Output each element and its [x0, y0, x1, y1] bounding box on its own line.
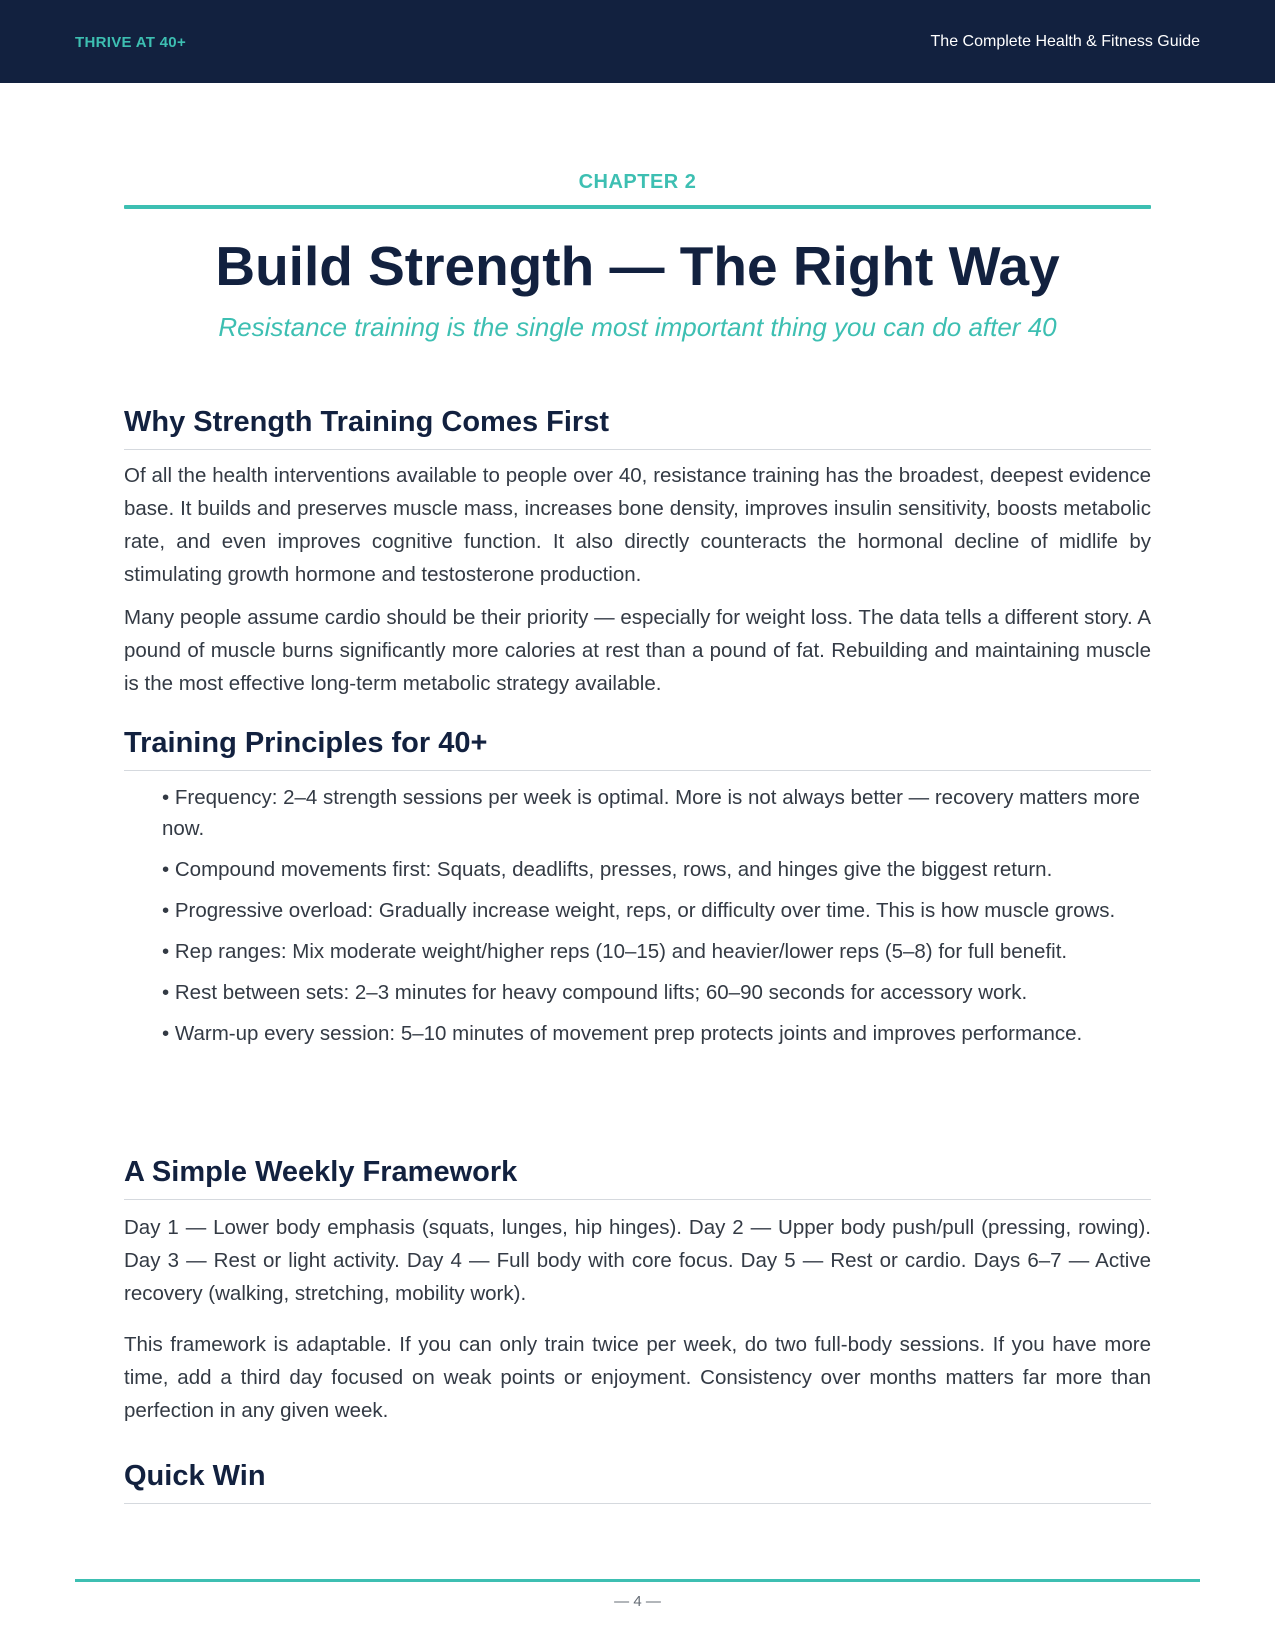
list-item: • Compound movements first: Squats, deadlifts, presses, rows, and hinges give the biggest return. [162, 854, 1151, 885]
brand-name: THRIVE AT 40+ [75, 34, 187, 51]
list-item: • Rest between sets: 2–3 minutes for heavy compound lifts; 60–90 seconds for accessory work. [162, 977, 1151, 1008]
principles-list [162, 782, 1151, 1059]
list-item: • Frequency: 2–4 strength sessions per week is optimal. More is not always better — recovery matters more now. [162, 782, 1151, 844]
section-heading-weekly-framework: A Simple Weekly Framework [124, 1154, 1151, 1200]
section-heading-training-principles: Training Principles for 40+ [124, 725, 1151, 771]
list-item: • Warm-up every session: 5–10 minutes of movement prep protects joints and improves performance. [162, 1018, 1151, 1049]
paragraph: Many people assume cardio should be their priority — especially for weight loss. The data tells a different story. A pound of muscle burns significantly more calories at rest than a pound of fat. Rebuilding and maintaining muscle is the most effective long-term metabolic strategy available. [124, 606, 1151, 695]
section-heading-quick-win: Quick Win [124, 1458, 1151, 1504]
list-item: • Progressive overload: Gradually increase weight, reps, or difficulty over time. This is how muscle grows. [162, 895, 1151, 926]
header-bar [0, 0, 1275, 83]
chapter-divider [124, 205, 1151, 209]
page-title: Build Strength — The Right Way [215, 235, 1060, 297]
paragraph: Of all the health interventions available to people over 40, resistance training has the broadest, deepest evidence base. It builds and preserves muscle mass, increases bone density, improves insulin sensitivity, boosts metabolic rate, and even improves cognitive function. It also directly counteracts the hormonal decline of midlife by stimulating growth hormone and testosterone production. [124, 464, 1151, 586]
paragraph: This framework is adaptable. If you can only train twice per week, do two full-body sessions. If you have more time, add a third day focused on weak points or enjoyment. Consistency over months matters far more than perfection in any given week. [124, 1333, 1151, 1422]
guide-title: The Complete Health & Fitness Guide [930, 33, 1200, 50]
list-item: • Rep ranges: Mix moderate weight/higher reps (10–15) and heavier/lower reps (5–8) for full benefit. [162, 936, 1151, 967]
section-heading-why-strength: Why Strength Training Comes First [124, 404, 1151, 450]
paragraph: Day 1 — Lower body emphasis (squats, lunges, hip hinges). Day 2 — Upper body push/pull (pressing, rowing). Day 3 — Rest or light activity. Day 4 — Full body with core focus. Day 5 — Rest or cardio. Days 6–7 — Active recovery (walking, stretching, mobility work). [124, 1216, 1151, 1305]
chapter-subtitle: Resistance training is the single most important thing you can do after 40 [218, 312, 1057, 342]
chapter-label: CHAPTER 2 [578, 171, 697, 193]
page-number: — 4 — [614, 1593, 661, 1610]
footer-divider [75, 1579, 1200, 1582]
